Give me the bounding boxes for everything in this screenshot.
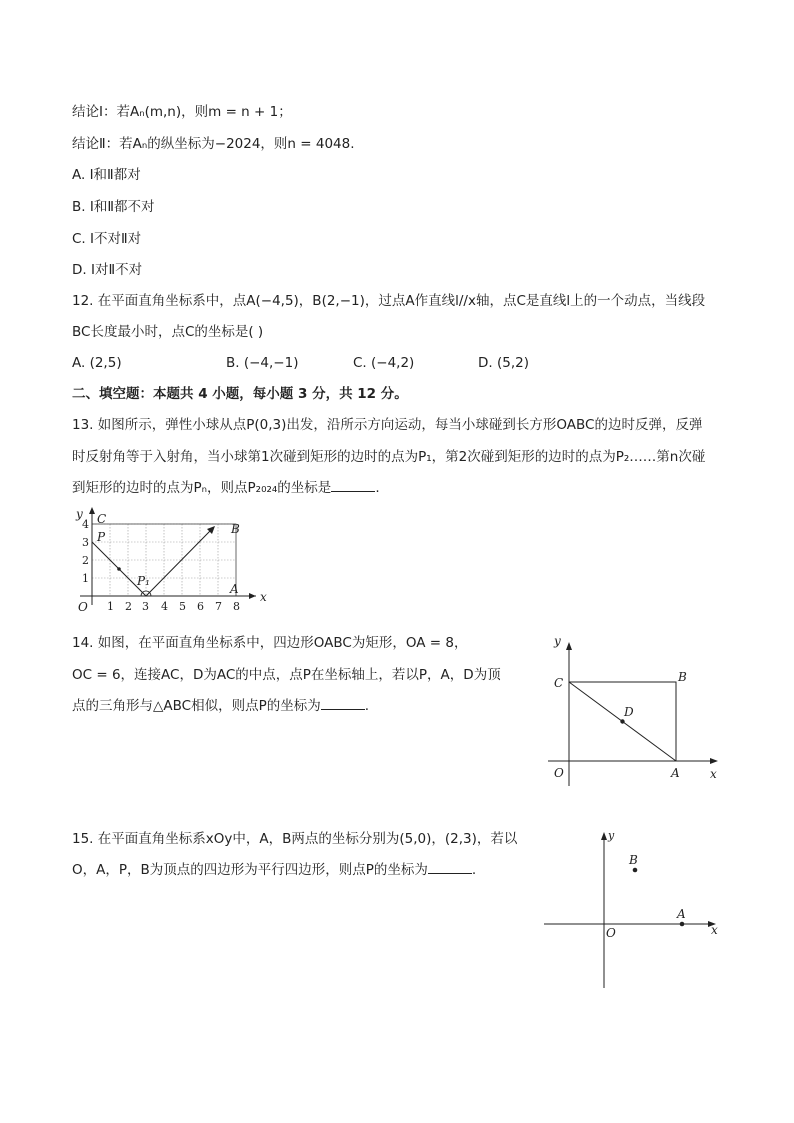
label-b: B — [231, 522, 240, 536]
answer-blank — [321, 697, 365, 710]
q12-option-a: A. (2,5) — [72, 355, 122, 371]
label-b: B — [678, 670, 687, 684]
q12-line-1: 12. 在平面直角坐标系中，点A(−4,5)，B(2,−1)，过点A作直线l//x轴，点C是直线l上的一个动点，当线段 — [72, 293, 706, 309]
label-a: A — [230, 582, 239, 596]
label-c: C — [97, 512, 107, 526]
xtick-1: 1 — [107, 600, 114, 613]
xtick-2: 2 — [125, 600, 132, 613]
conclusion-1: 结论Ⅰ：若Aₙ(m,n)，则m = n + 1； — [72, 104, 292, 120]
q13-line-1: 13. 如图所示，弹性小球从点P(0,3)出发，沿所示方向运动，每当小球碰到长方形OABC的边时反弹，反弹 — [72, 417, 703, 433]
option-c: C. Ⅰ不对Ⅱ对 — [72, 231, 142, 247]
point-a — [680, 922, 685, 927]
label-o: O — [78, 600, 88, 614]
q13-line-2: 时反射角等于入射角，当小球第1次碰到矩形的边时的点为P₁，第2次碰到矩形的边时的点为P₂……第n次碰 — [72, 449, 706, 465]
label-o: O — [606, 926, 616, 940]
xtick-6: 6 — [197, 600, 204, 613]
q14-line-2: OC = 6，连接AC，D为AC的中点，点P在坐标轴上，若以P，A，D为顶 — [72, 667, 501, 683]
xtick-3: 3 — [142, 600, 149, 613]
q14-text: 点的三角形与△ABC相似，则点P的坐标为 — [72, 698, 321, 714]
q15-text: O，A，P，B为顶点的四边形为平行四边形，则点P的坐标为 — [72, 862, 428, 878]
label-x: x — [710, 767, 717, 781]
label-b: B — [629, 853, 638, 867]
option-d: D. Ⅰ对Ⅱ不对 — [72, 262, 143, 278]
period: . — [471, 862, 477, 878]
xtick-4: 4 — [161, 600, 168, 613]
period: . — [364, 698, 370, 714]
label-o: O — [554, 766, 564, 780]
option-b: B. Ⅰ和Ⅱ都不对 — [72, 199, 155, 215]
point-b — [633, 868, 638, 873]
q14-line-3 — [72, 697, 369, 715]
label-a: A — [671, 766, 680, 780]
option-a: A. Ⅰ和Ⅱ都对 — [72, 167, 141, 183]
label-y: y — [554, 634, 561, 648]
q15-line-2 — [72, 861, 476, 879]
conclusion-2: 结论Ⅱ：若Aₙ的纵坐标为−2024，则n = 4048. — [72, 136, 355, 152]
q15-line-1: 15. 在平面直角坐标系xOy中，A，B两点的坐标分别为(5,0)，(2,3)，若以 — [72, 831, 518, 847]
figure-15 — [540, 826, 730, 996]
q12-option-d: D. (5,2) — [478, 355, 529, 371]
point-d — [620, 719, 624, 723]
label-x: x — [260, 590, 267, 604]
label-d: D — [624, 705, 634, 719]
answer-blank — [331, 479, 375, 492]
xtick-5: 5 — [179, 600, 186, 613]
label-y: y — [76, 507, 83, 521]
xtick-8: 8 — [233, 600, 240, 613]
ytick-2: 2 — [82, 554, 89, 567]
grid — [92, 524, 236, 596]
ytick-3: 3 — [82, 536, 89, 549]
ytick-1: 1 — [82, 572, 89, 585]
label-y: y — [608, 829, 615, 842]
q12-option-c: C. (−4,2) — [353, 355, 415, 371]
label-x: x — [711, 923, 718, 937]
section-heading: 二、填空题：本题共 4 小题，每小题 3 分，共 12 分。 — [72, 386, 408, 402]
figure-13 — [70, 505, 270, 615]
label-p: P — [97, 530, 106, 544]
label-c: C — [554, 676, 564, 690]
q12-option-b: B. (−4,−1) — [226, 355, 299, 371]
label-a: A — [677, 907, 686, 921]
q14-line-1: 14. 如图，在平面直角坐标系中，四边形OABC为矩形，OA = 8， — [72, 635, 468, 651]
answer-blank — [428, 861, 472, 874]
label-p1: P₁ — [137, 574, 150, 588]
ball-path — [92, 531, 210, 596]
ytick-4: 4 — [82, 518, 89, 531]
figure-14 — [538, 630, 728, 790]
q12-line-2: BC长度最小时，点C的坐标是( ) — [72, 324, 264, 340]
period: . — [375, 480, 380, 496]
q13-text: 到矩形的边时的点为Pₙ，则点P₂₀₂₄的坐标是 — [72, 480, 332, 496]
q13-line-3 — [72, 479, 380, 497]
xtick-7: 7 — [215, 600, 222, 613]
